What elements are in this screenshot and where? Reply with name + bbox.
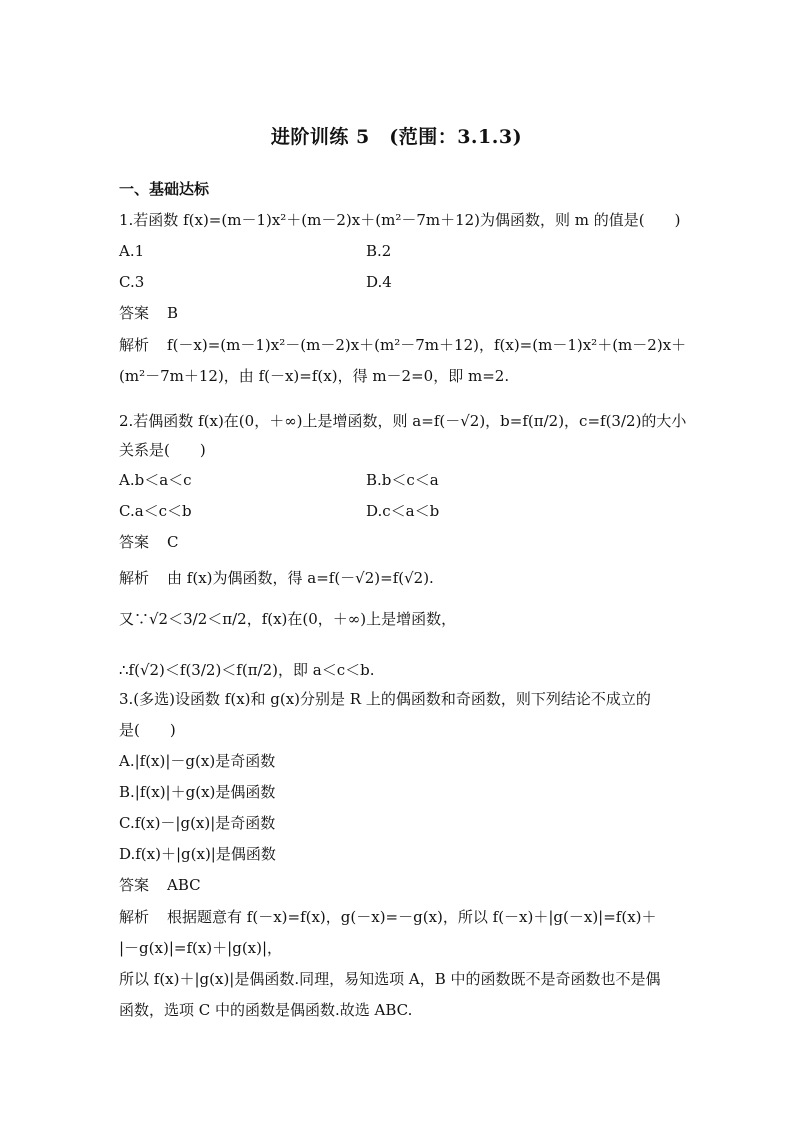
q3-answer-label: 答案 [119,876,150,894]
q3-option-b: B.|f(x)|＋g(x)是偶函数 [119,783,276,801]
q1-answer-row [119,303,178,323]
q3-analysis-line-3: 所以 f(x)＋|g(x)|是偶函数.同理，易知选项 A，B 中的函数既不是奇函数也不是偶 [119,970,661,988]
q2-analysis-label: 解析 [119,569,150,587]
q1-stem: 1.若函数 f(x)=(m－1)x²＋(m－2)x＋(m²－7m＋12)为偶函数，则 m 的值是( ) [119,211,681,229]
q3-stem-line-2: 是( ) [119,721,176,739]
q1-analysis-line-1 [119,335,686,355]
q1-analysis-line-2: (m²－7m＋12)，由 f(－x)=f(x)，得 m－2=0，即 m=2. [119,367,510,385]
q2-analysis-text-1: 由 f(x)为偶函数，得 a=f(－√2)=f(√2). [167,569,434,587]
q1-option-a: A.1 [119,242,145,260]
q3-analysis-line-1 [119,907,657,927]
q2-option-c: C.a＜c＜b [119,502,192,520]
q1-analysis-label: 解析 [119,336,150,354]
section-heading: 一、基础达标 [119,180,210,198]
q2-stem-line-1: 2.若偶函数 f(x)在(0，＋∞)上是增函数，则 a=f(－√2)，b=f(π/2)，c=f(3/2)的大小 [119,412,687,430]
q2-option-d: D.c＜a＜b [366,502,440,520]
q3-analysis-text-1: 根据题意有 f(－x)=f(x)，g(－x)=－g(x)，所以 f(－x)＋|g(－x)|=f(x)＋ [167,908,657,926]
q1-answer-label: 答案 [119,304,150,322]
q3-analysis-label: 解析 [119,908,150,926]
q1-analysis-text-1: f(－x)=(m－1)x²－(m－2)x＋(m²－7m＋12)，f(x)=(m－1)x²＋(m－2)x＋ [167,336,687,354]
q1-option-d: D.4 [366,273,392,291]
q1-option-c: C.3 [119,273,145,291]
q3-stem-line-1: 3.(多选)设函数 f(x)和 g(x)分别是 R 上的偶函数和奇函数，则下列结论不成立的 [119,690,651,708]
q3-analysis-line-2: |－g(x)|=f(x)＋|g(x)|， [119,939,283,957]
q2-analysis-line-1 [119,568,434,588]
q2-option-b: B.b＜c＜a [366,471,439,489]
q2-answer-value: C [167,533,179,551]
q2-answer-label: 答案 [119,533,150,551]
q3-option-a: A.|f(x)|－g(x)是奇函数 [119,752,276,770]
page-title: 进阶训练 5 (范围：3.1.3) [270,126,523,148]
q2-analysis-line-3: ∴f(√2)＜f(3/2)＜f(π/2)，即 a＜c＜b. [119,661,375,679]
q3-answer-row [119,875,201,895]
q3-option-d: D.f(x)＋|g(x)|是偶函数 [119,845,276,863]
q1-answer-value: B [167,304,179,322]
q2-option-a: A.b＜a＜c [119,471,192,489]
q3-analysis-line-4: 函数，选项 C 中的函数是偶函数.故选 ABC. [119,1001,413,1019]
q1-option-b: B.2 [366,242,392,260]
q2-analysis-line-2: 又∵√2＜3/2＜π/2，f(x)在(0，＋∞)上是增函数， [119,610,457,628]
q2-answer-row [119,532,179,552]
q3-option-c: C.f(x)－|g(x)|是奇函数 [119,814,276,832]
q2-stem-line-2: 关系是( ) [119,441,206,459]
q3-answer-value: ABC [167,876,201,894]
